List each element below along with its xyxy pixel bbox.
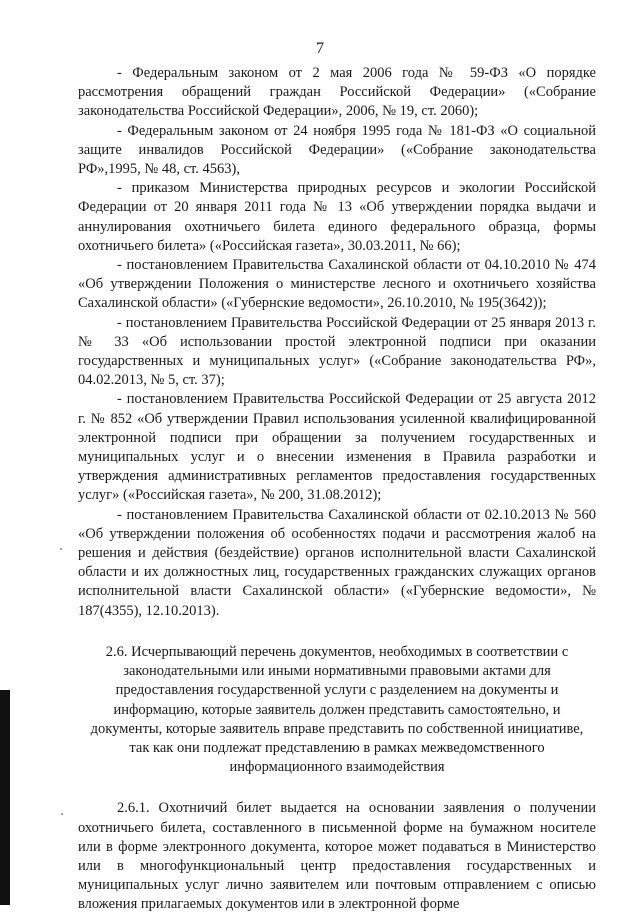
list-item: - Федеральным законом от 24 ноября 1995 года № 181-ФЗ «О социальной защите инвалидов Российской Федерации» («Собрание законодательства РФ»,1995, № 48, ст. 4563), bbox=[78, 122, 596, 178]
section-body: 2.6.1. Охотничий билет выдается на основании заявления о получении охотничьего билета, составленного в письменной форме на бумажном носителе или в форме электронного документа, которое может подаваться в Министерство или в многофункциональный центр предоставления государственных и муниципальных услуг лично заявителем или почтовым отправлением с описью вложения прилагаемых документов или в электронной форме bbox=[78, 800, 596, 913]
list-item: - постановлением Правительства Российской Федерации от 25 августа 2012 г. № 852 «Об утверждении Правил использования усиленной квалифицированной электронной подписи при обращении за получением государственных и муниципальных услуг и о внесении изменения в Правила разработки и утверждения административных регламентов предоставления государственных услуг» («Российская газета», № 200, 31.08.2012); bbox=[78, 391, 596, 504]
section-heading: 2.6. Исчерпывающий перечень документов, необходимых в соответствии с законодательными или иными нормативными правовыми актами для предоставления государственной услуги с разделением на документы и информацию, которые заявитель должен представить самостоятельно, и документы, которые заявитель вправе представить по собственной инициативе, так как они подлежат представлению в рамках межведомственного информационного взаимодействия bbox=[90, 643, 584, 776]
list-item: - Федеральным законом от 2 мая 2006 года № 59-ФЗ «О порядке рассмотрения обращений граждан Российской Федерации» («Собрание законодательства Российской Федерации», 2006, № 19, ст. 2060); bbox=[78, 65, 596, 120]
page-number: 7 bbox=[316, 40, 324, 57]
list-item: - приказом Министерства природных ресурсов и экологии Российской Федерации от 20 января 2011 года № 13 «Об утверждении порядка выдачи и аннулирования охотничьего билета единого федерального образца, формы охотничьего билета» («Российская газета», 30.03.2011, № 66); bbox=[78, 180, 596, 254]
list-item: - постановлением Правительства Сахалинской области от 02.10.2013 № 560 «Об утверждении положения об особенностях подачи и рассмотрения жалоб на решения и действия (бездействие) органов исполнительной власти Сахалинской области и их должностных лиц, государственных гражданских служащих органов исполнительной власти Сахалинской области» («Губернские ведомости», № 187(4355), 12.10.2013). bbox=[78, 506, 596, 619]
scan-speck bbox=[61, 813, 63, 815]
list-item: - постановлением Правительства Российской Федерации от 25 января 2013 г. № 33 «Об использовании простой электронной подписи при оказании государственных и муниципальных услуг» («Собрание законодательства РФ», 04.02.2013, № 5, ст. 37); bbox=[78, 314, 596, 389]
document-body bbox=[78, 64, 596, 915]
scan-speck bbox=[60, 548, 62, 550]
list-item: - постановлением Правительства Сахалинской области от 04.10.2010 № 474 «Об утверждении Положения о министерстве лесного и охотничьего хозяйства Сахалинской области» («Губернские ведомости», 26.10.2010, № 195(3642)); bbox=[78, 257, 596, 312]
scan-edge-bar bbox=[0, 690, 10, 905]
